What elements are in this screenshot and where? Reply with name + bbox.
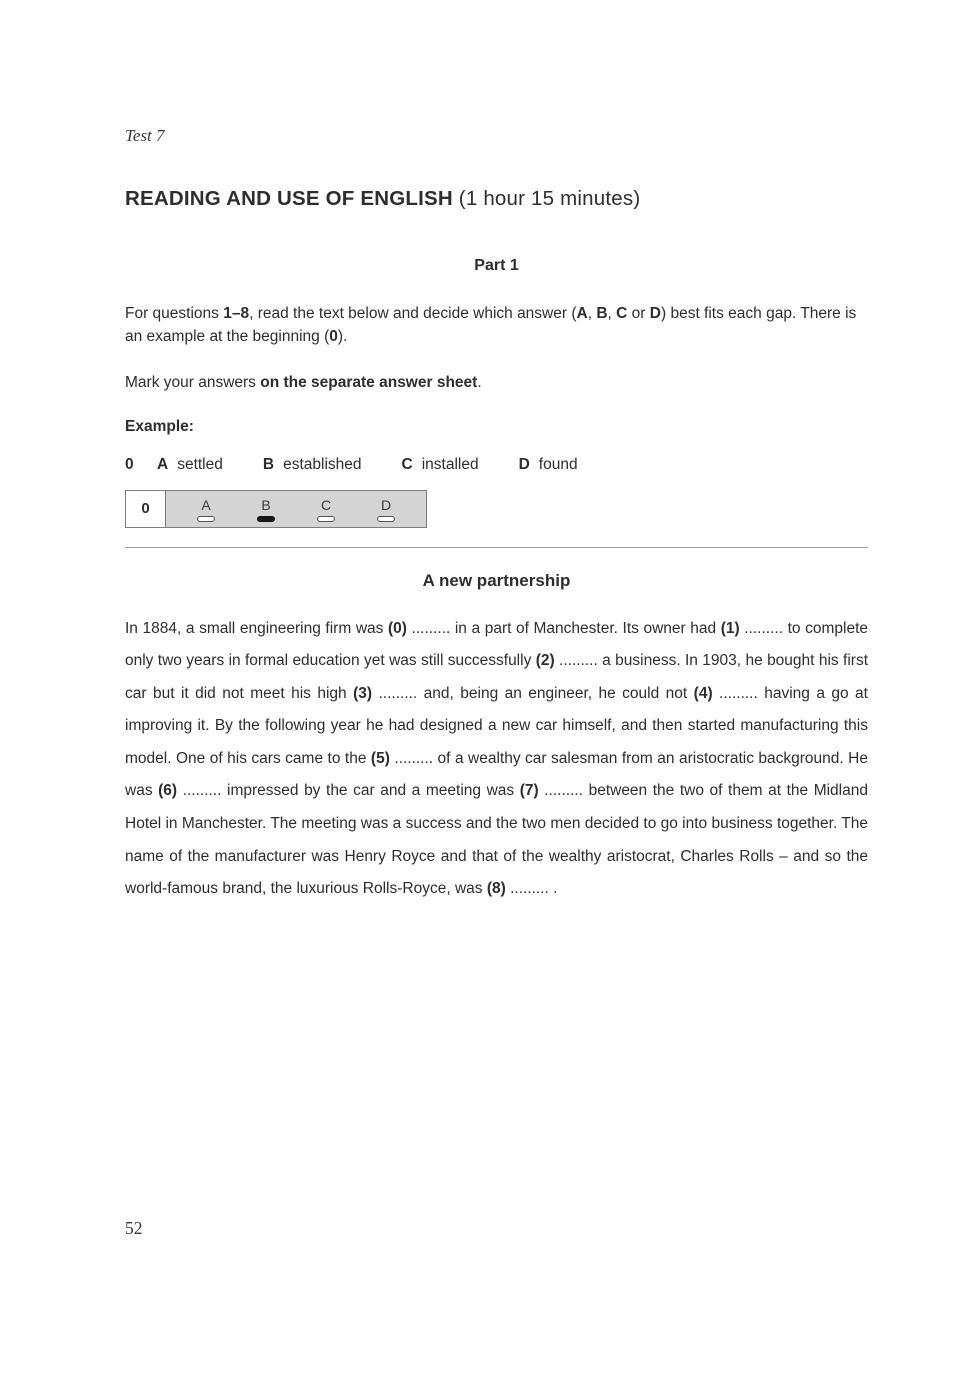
option-a (157, 456, 223, 474)
answer-choice-a-letter: A (201, 497, 211, 514)
option-a-letter: A (157, 455, 169, 473)
answer-choice-b (257, 497, 275, 522)
answer-choice-d-letter: D (380, 497, 392, 514)
answer-sheet-example-box (125, 490, 427, 528)
test-label: Test 7 (125, 126, 165, 145)
mark-answers-note: Mark your answers on the separate answer sheet. (125, 373, 482, 391)
part-heading: Part 1 (474, 257, 519, 274)
instructions-paragraph: For questions 1–8, read the text below and decide which answer (A, B, C or D) best fits each gap. There is an example at the beginning (0). (125, 305, 857, 346)
passage-title: A new partnership (422, 570, 571, 590)
option-b (263, 456, 362, 474)
example-question-number: 0 (125, 455, 134, 473)
option-d-letter: D (518, 455, 530, 473)
example-label: Example: (125, 417, 194, 435)
answer-lozenge-b (257, 516, 275, 522)
answer-choice-d (377, 497, 395, 522)
answer-box-choices (166, 491, 426, 527)
section-title-duration: (1 hour 15 minutes) (452, 187, 641, 210)
answer-lozenge-c (317, 516, 335, 522)
example-options-row (125, 456, 868, 474)
answer-lozenge-d (377, 516, 395, 522)
option-c-word: installed (421, 455, 479, 473)
option-b-letter: B (262, 455, 275, 473)
answer-lozenge-a (197, 516, 215, 522)
answer-choice-a (197, 497, 215, 522)
section-title (125, 187, 868, 211)
section-divider (125, 547, 868, 548)
answer-choice-b-letter: B (261, 497, 271, 514)
option-b-word: established (283, 455, 362, 473)
answer-choice-c (317, 497, 335, 522)
option-c (402, 456, 479, 474)
answer-box-number: 0 (126, 491, 166, 527)
option-d-word: found (538, 455, 578, 473)
answer-choice-c-letter: C (320, 497, 332, 514)
option-c-letter: C (401, 455, 413, 473)
option-a-word: settled (177, 455, 223, 473)
passage-text: In 1884, a small engineering firm was (0) ......... in a part of Manchester. Its owner had (1) ......... to complete only two years in formal education yet was still successfully (2) ......... a business. In 1903, he bought his first car but it did not meet his high (3) ......... and, being an engineer, he could not (4) ......... having a go at improving it. By the following year he had designed a new car himself, and then started manufacturing this model. One of his cars came to the (5) ......... of a wealthy car salesman from an aristocratic background. He was (6) ......... impressed by the car and a meeting was (7) ......... between the two of them at the Midland Hotel in Manchester. The meeting was a success and the two men decided to go into business together. The name of the manufacturer was Henry Royce and that of the wealthy aristocrat, Charles Rolls – and so the world-famous brand, the luxurious Rolls-Royce, was (8) ......... . (125, 619, 869, 898)
section-title-name: READING AND USE OF ENGLISH (125, 187, 453, 210)
page-number: 52 (125, 1218, 143, 1238)
option-d (519, 456, 578, 474)
